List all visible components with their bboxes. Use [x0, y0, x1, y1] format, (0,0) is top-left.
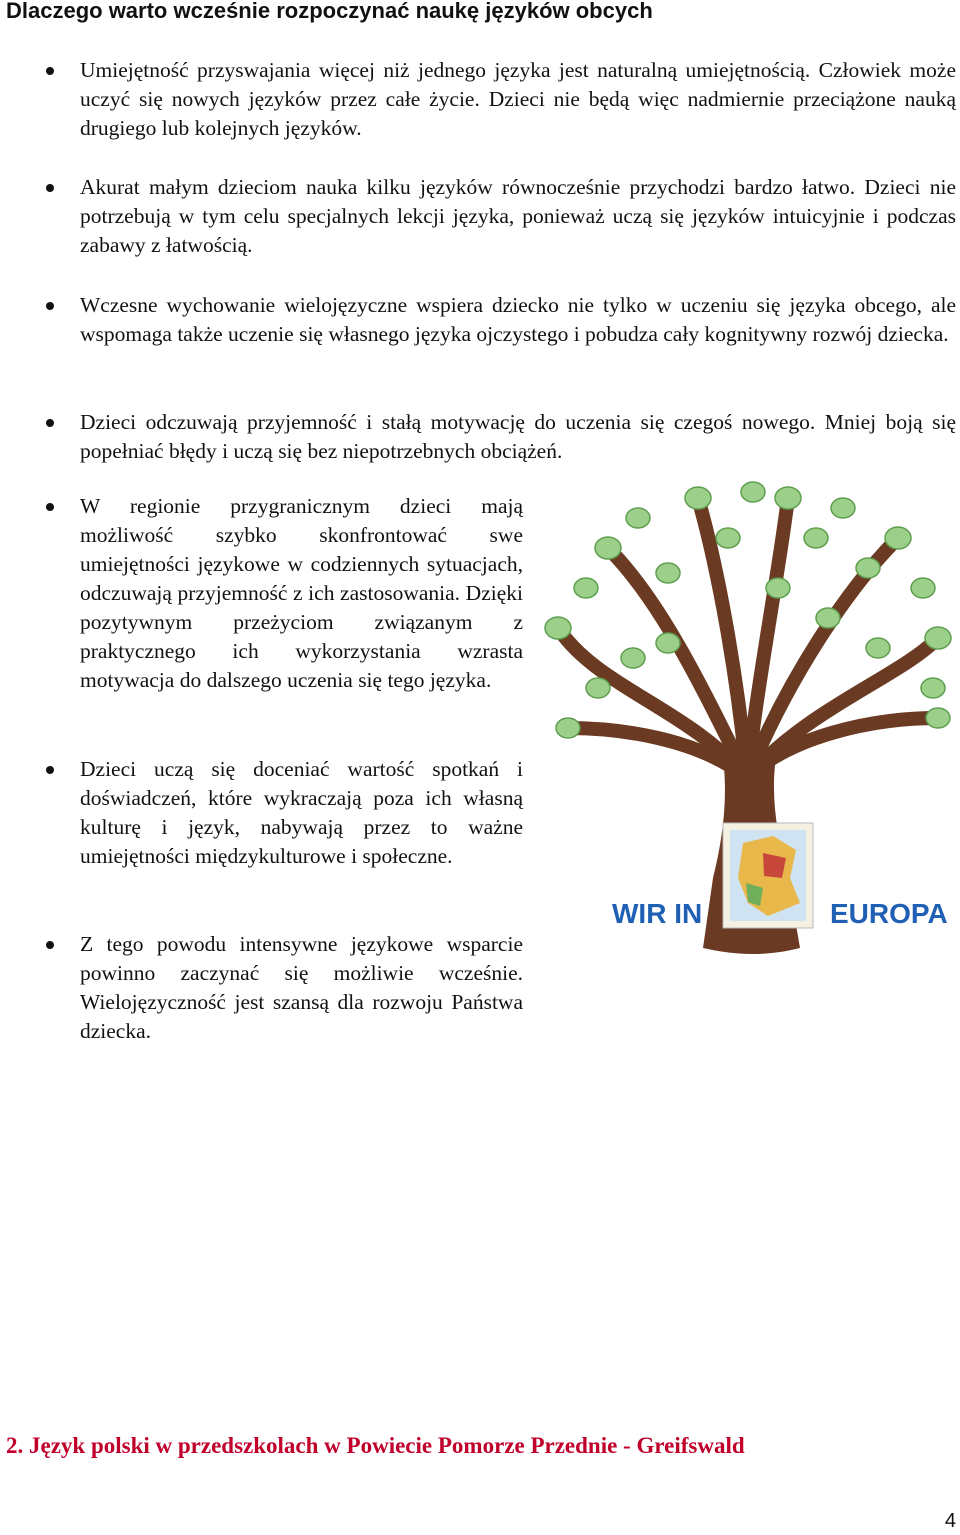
- page-number: 4: [944, 1510, 956, 1532]
- europe-map: [723, 823, 813, 928]
- bullet-dot: [46, 941, 54, 949]
- list-item-text: Z tego powodu intensywne językowe wsparcie powinno zaczynać się możliwie wcześnie. Wielojęzyczność jest szansą dla rozwoju Państwa dziecka.: [80, 932, 523, 1043]
- list-item-text: Dzieci uczą się doceniać wartość spotkań i doświadczeń, które wykraczają poza ich własną kulturę i język, nabywają przez to ważne umiejętności międzykulturowe i społeczne.: [80, 757, 523, 868]
- list-item: [80, 408, 956, 466]
- list-item-text: Dzieci odczuwają przyjemność i stałą motywację do uczenia się czegoś nowego. Mniej boją się popełniać błędy i uczą się bez niepotrzebnych obciążeń.: [80, 410, 956, 463]
- bullet-dot: [46, 184, 54, 192]
- tree-canopy: [545, 482, 951, 778]
- list-item: [80, 492, 523, 695]
- list-item-text: W regionie przygranicznym dzieci mają możliwość szybko skonfrontować swe umiejętności językowe w codziennych sytuacjach, odczuwają przyjemność z ich zastosowania. Dzięki pozytywnym przeżyciom związanym z praktycznego ich wykorzystania wzrasta motywacja do dalszego uczenia się tego języka.: [80, 494, 523, 692]
- bullet-dot: [46, 67, 54, 75]
- list-item-text: Akurat małym dzieciom nauka kilku języków równocześnie przychodzi bardzo łatwo. Dzieci nie potrzebują w tym celu specjalnych lekcji języka, ponieważ uczą się języków intuicyjnie i podczas zabawy z łatwością.: [80, 175, 956, 257]
- illustration-label-left: WIR IN: [612, 898, 703, 929]
- bullet-dot: [46, 766, 54, 774]
- list-item: [80, 930, 523, 1046]
- list-item-text: Umiejętność przyswajania więcej niż jednego języka jest naturalną umiejętnością. Człowiek może uczyć się nowych języków przez całe życie. Dzieci nie będą więc nadmiernie przeciążone nauką drugiego lub kolejnych języków.: [80, 58, 956, 140]
- europe-tree-illustration: [538, 478, 956, 976]
- list-item: [80, 56, 956, 143]
- bullet-dot: [46, 302, 54, 310]
- list-item-text: Wczesne wychowanie wielojęzyczne wspiera dziecko nie tylko w uczeniu się języka obcego, ale wspomaga także uczenie się własnego języka ojczystego i pobudza cały kognitywny rozwój dziecka.: [80, 293, 956, 346]
- section-heading: 2. Język polski w przedszkolach w Powiecie Pomorze Przednie - Greifswald: [6, 1433, 745, 1458]
- list-item: [80, 291, 956, 349]
- bullet-dot: [46, 419, 54, 427]
- illustration-label-right: EUROPA: [830, 898, 948, 929]
- list-item: [80, 755, 523, 871]
- page-heading: Dlaczego warto wcześnie rozpoczynać naukę języków obcych: [6, 0, 653, 23]
- bullet-dot: [46, 503, 54, 511]
- list-item: [80, 173, 956, 260]
